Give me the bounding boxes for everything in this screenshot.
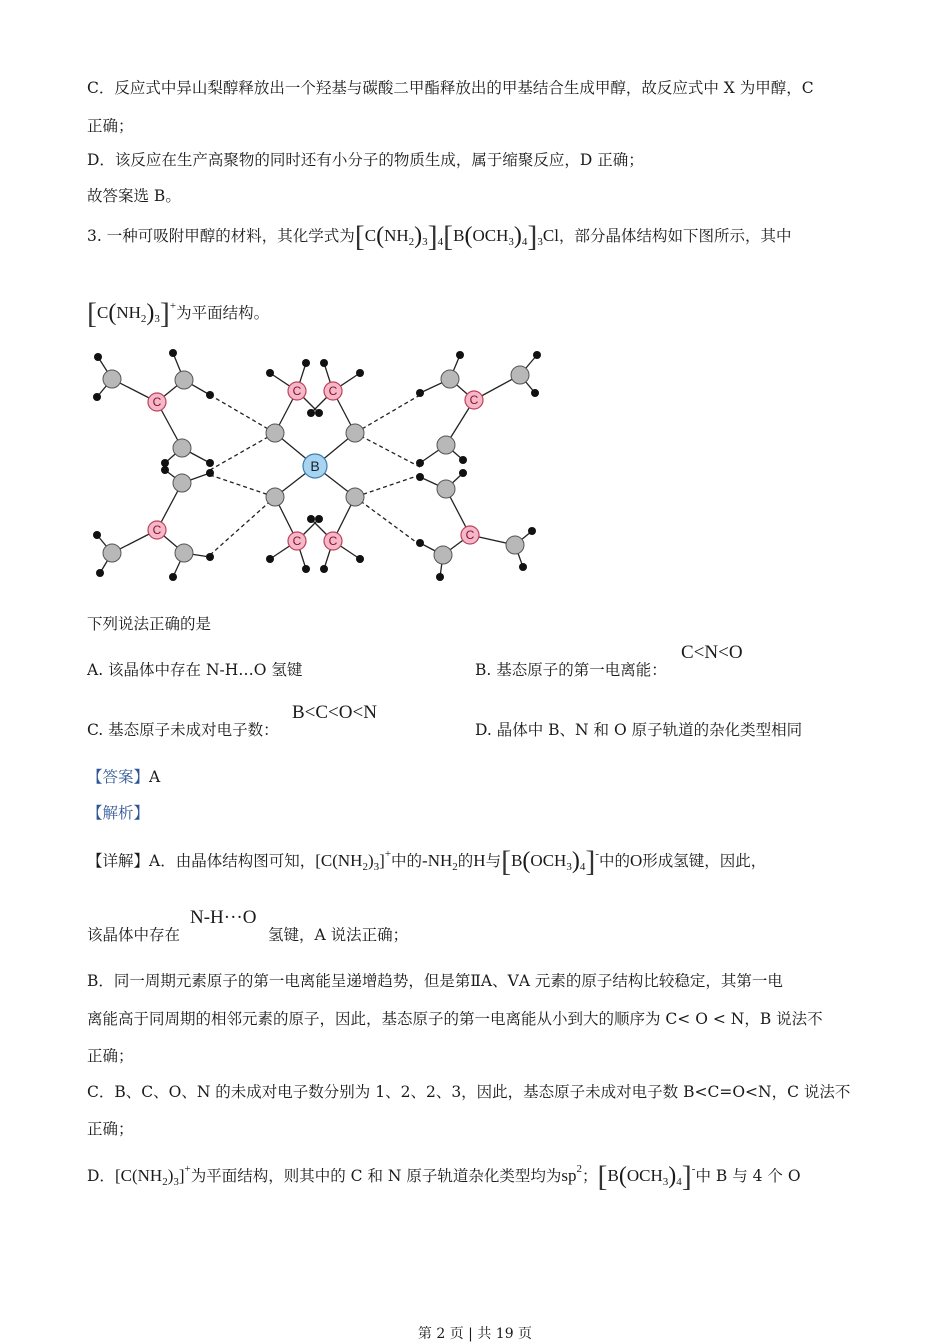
question-3-suffix: ，部分晶体结构如下图所示，其中 xyxy=(558,227,792,245)
answer-line xyxy=(87,765,160,787)
answer-label: 【答案】 xyxy=(87,768,150,786)
svg-text:B: B xyxy=(310,458,320,474)
svg-text:C: C xyxy=(152,395,162,409)
detail-b-line2: 离能高于同周期的相邻元素的原子，因此，基态原子的第一电离能从小到大的顺序为 C< O < N，B 说法不 xyxy=(87,1010,823,1028)
svg-text:C: C xyxy=(328,384,338,398)
detail-d-line1: D．$[C(NH_2)_3]^+$为平面结构，则其中的 C 和 N 原子轨道杂化类型均为$sp^2$；$[B(OCH_3)_4]^-$中 B 与 4 个 O xyxy=(87,1160,801,1193)
option-c-formula: B<C<O<N xyxy=(292,702,377,723)
option-d: D. 晶体中 B、N 和 O 原子轨道的杂化类型相同 xyxy=(475,721,803,739)
question-3-line1 xyxy=(87,220,791,254)
prev-option-c-line1: C．反应式中异山梨醇释放出一个羟基与碳酸二甲酯释放出的甲基结合生成甲醇，故反应式中 X 为甲醇，C xyxy=(87,79,814,97)
answer-value: A xyxy=(149,768,161,786)
detail-c-line2: 正确； xyxy=(87,1120,134,1138)
svg-text:C: C xyxy=(465,528,475,542)
analysis-label: 【解析】 xyxy=(87,804,150,822)
nho-formula: N-H···O xyxy=(190,907,257,928)
option-a: A. 该晶体中存在 N-H…O 氢键 xyxy=(87,661,303,679)
detail-b-line1: B．同一周期元素原子的第一电离能呈递增趋势，但是第ⅡA、ⅤA 元素的原子结构比较稳定，其第一电 xyxy=(87,972,783,990)
cation-formula: $[C(NH_2)_3]^+$ xyxy=(87,297,177,330)
option-b-formula: C<N<O xyxy=(681,642,743,663)
svg-text:C: C xyxy=(328,534,338,548)
detail-c-line1: C．B、C、O、N 的未成对电子数分别为 1、2、2、3，因此，基态原子未成对电子数 B<C=O<N，C 说法不 xyxy=(87,1083,851,1101)
question-prompt: 下列说法正确的是 xyxy=(87,615,212,633)
svg-text:C: C xyxy=(469,393,479,407)
svg-text:C: C xyxy=(292,534,302,548)
page-footer: 第 2 页 | 共 19 页 xyxy=(417,1326,533,1342)
detail-a-line2: 该晶体中存在 xyxy=(87,926,181,944)
question-3-prefix: 3. 一种可吸附甲醇的材料，其化学式为 xyxy=(87,227,355,245)
svg-text:C: C xyxy=(292,384,302,398)
chemical-formula: $[C(NH_2)_3]_4[B(OCH_3)_4]_3Cl$ xyxy=(354,220,559,253)
crystal-structure-figure xyxy=(85,345,555,585)
planar-text: 为平面结构。 xyxy=(176,304,270,322)
option-b: B. 基态原子的第一电离能： xyxy=(475,661,667,679)
detail-a-line1: 【详解】A．由晶体结构图可知，$[C(NH_2)_3]^+$中的$-NH_2$的H与$[B(OCH_3)_4]^-$中的O形成氢键，因此， xyxy=(87,845,767,878)
detail-a-line2-suffix: 氢键，A 说法正确； xyxy=(268,926,409,944)
svg-text:C: C xyxy=(152,523,162,537)
prev-conclusion: 故答案选 B。 xyxy=(87,187,181,205)
prev-option-d: D．该反应在生产高聚物的同时还有小分子的物质生成，属于缩聚反应，D 正确； xyxy=(87,151,644,169)
prev-option-c-line2: 正确； xyxy=(87,117,134,135)
detail-b-line3: 正确； xyxy=(87,1047,134,1065)
question-3-line2 xyxy=(87,297,269,331)
option-c: C. 基态原子未成对电子数： xyxy=(87,721,279,739)
